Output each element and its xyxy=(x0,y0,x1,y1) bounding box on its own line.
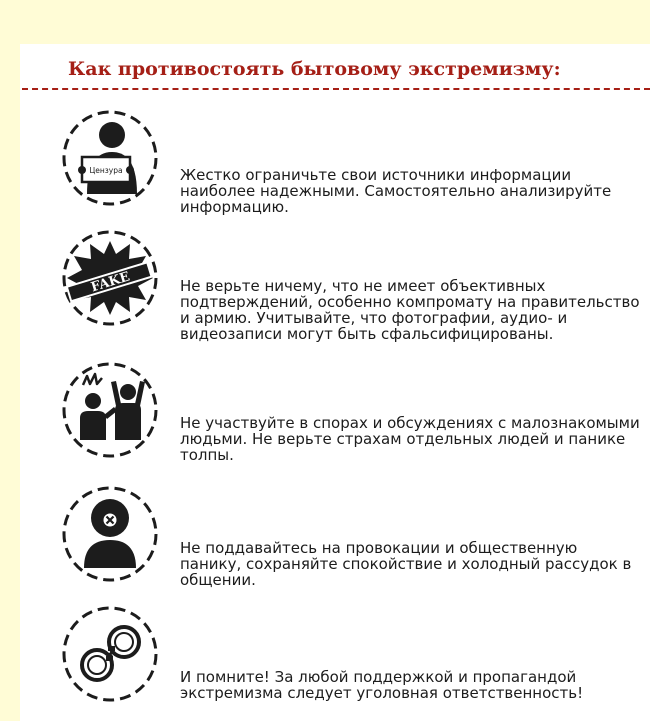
list-item xyxy=(20,228,650,343)
title-divider xyxy=(22,88,650,90)
silenced-person-icon xyxy=(60,484,160,584)
fake-stamp-icon xyxy=(60,228,160,328)
censorship-icon xyxy=(60,108,160,208)
item-text: Не поддавайтесь на провокации и общественную панику, сохраняйте спокойствие и холодный рассудок в общении. xyxy=(180,539,632,589)
handcuffs-icon xyxy=(60,604,160,704)
list-item xyxy=(20,360,650,464)
fake-stamp-label: FAKE xyxy=(89,269,132,296)
censorship-sign-label: Цензура xyxy=(89,166,123,175)
argument-icon xyxy=(60,360,160,460)
item-text: Не верьте ничему, что не имеет объективных подтверждений, особенно компромату на правительство и армию. Учитывайте, что фотографии, аудио- и видеозаписи могут быть сфальсифицированы. xyxy=(180,277,640,343)
list-item xyxy=(20,108,650,216)
page-title: Как противостоять бытовому экстремизму: xyxy=(68,58,561,80)
item-text: Не участвуйте в спорах и обсуждениях с малознакомыми людьми. Не верьте страхам отдельных людей и панике толпы. xyxy=(180,414,640,464)
leaflet-page xyxy=(20,44,650,721)
item-text: Жестко ограничьте свои источники информации наиболее надежными. Самостоятельно анализируйте информацию. xyxy=(180,166,612,216)
list-item xyxy=(20,604,650,704)
item-text: И помните! За любой поддержкой и пропагандой экстремизма следует уголовная ответственность! xyxy=(180,668,584,702)
list-item xyxy=(20,484,650,589)
